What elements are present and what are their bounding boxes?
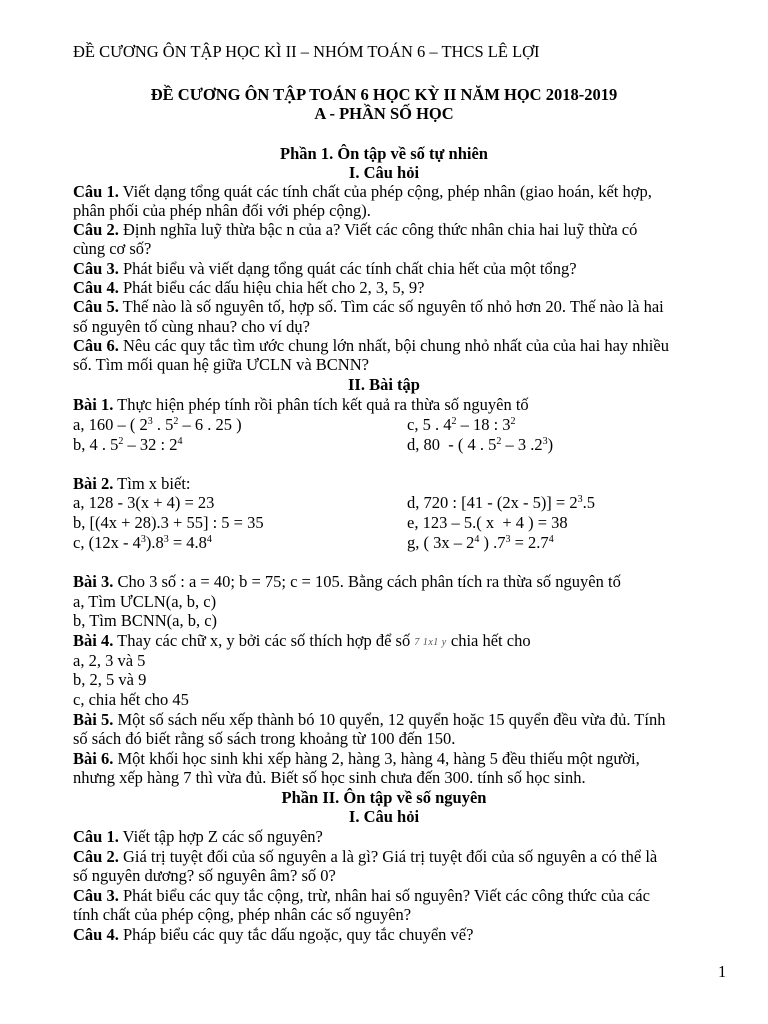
expr-c: c, 5 . $4^2 - 18$ : $3^2$ [407, 415, 516, 434]
p2-question-3 [73, 887, 733, 905]
exercise-text-end: chia hết cho [446, 631, 531, 650]
equation-b: b, [(4x + 28).3 + 55] : 5 = 35 [73, 513, 264, 532]
part2-question-heading: I. Câu hỏi [348, 807, 420, 826]
exercise-text: Thực hiện phép tính rồi phân tích kết quả ra thừa số nguyên tố [113, 395, 529, 414]
exercise-4 [73, 632, 733, 652]
exercise-3-a: a, Tìm ƯCLN(a, b, c) [73, 592, 217, 611]
question-text: Phát biểu các quy tắc cộng, trừ, nhân hai số nguyên? Viết các công thức của các [118, 886, 650, 905]
exercise-3 [73, 573, 733, 591]
part1-question-heading: I. Câu hỏi [348, 163, 420, 182]
exercise-1-row-2 [73, 436, 733, 454]
question-6-cont: số. Tìm mối quan hệ giữa ƯCLN và BCNN? [73, 355, 369, 374]
equation-a: a, 128 - 3(x + 4) = 23 [73, 493, 215, 512]
part2-title: Phần II. Ôn tập về số nguyên [281, 788, 487, 807]
p2-question-3-cont: tính chất của phép cộng, phép nhân các số nguyên? [73, 905, 412, 924]
question-label: Câu 1. [73, 827, 119, 846]
p2-question-4 [73, 926, 733, 944]
exercise-5-cont: số sách đó biết rằng số sách trong khoảng từ 100 đến 150. [73, 729, 456, 748]
exercise-1-row-1 [73, 416, 733, 434]
question-label: Câu 5. [73, 297, 119, 316]
exercise-heading: II. Bài tập [348, 375, 420, 394]
question-1 [73, 183, 733, 201]
question-6 [73, 337, 733, 355]
number-image: 7 1x1 y [414, 637, 447, 648]
exercise-6 [73, 750, 733, 768]
question-2-cont: cùng cơ số? [73, 239, 152, 258]
question-5-cont: số nguyên tố cùng nhau? cho ví dụ? [73, 317, 310, 336]
p2-question-2-cont: số nguyên dương? số nguyên âm? số 0? [73, 866, 336, 885]
question-text: Phát biểu và viết dạng tổng quát các tính chất chia hết của một tổng? [118, 259, 577, 278]
question-1-cont: phân phối của phép nhân đối với phép cộng). [73, 201, 371, 220]
page-number: 1 [718, 962, 727, 981]
question-text: Giá trị tuyệt đối của số nguyên a là gì? Giá trị tuyệt đối của số nguyên a có thể là [118, 847, 658, 866]
question-label: Câu 6. [73, 336, 119, 355]
question-3 [73, 260, 733, 278]
question-label: Câu 3. [73, 259, 119, 278]
exercise-text: Thay các chữ x, y bởi các số thích hợp để số [113, 631, 415, 650]
exercise-5 [73, 711, 733, 729]
expr-a: a, 160 – ( $2^3$ . $5^2 - 6$ . 25 ) [73, 415, 242, 434]
exercise-2-row-3 [73, 534, 733, 552]
question-4 [73, 279, 733, 297]
p2-question-2 [73, 848, 733, 866]
equation-g: g, ( $3x - 2^4$ ) $.7^3 = 2.7^4$ [407, 533, 554, 552]
exercise-1 [73, 396, 733, 414]
exercise-6-cont: nhưng xếp hàng 7 thì vừa đủ. Biết số học sinh chưa đến 300. tính số học sinh. [73, 768, 586, 787]
document-title: ĐỀ CƯƠNG ÔN TẬP TOÁN 6 HỌC KỲ II NĂM HỌC 2018-2019 [150, 85, 618, 104]
question-label: Câu 2. [73, 220, 119, 239]
question-text: Viết dạng tổng quát các tính chất của phép cộng, phép nhân (giao hoán, kết hợp, [118, 182, 652, 201]
exercise-label: Bài 3. [73, 572, 114, 591]
exercise-label: Bài 2. [73, 474, 114, 493]
part1-title: Phần 1. Ôn tập về số tự nhiên [280, 144, 488, 163]
equation-e: e, 123 – 5.( x + 4 ) = 38 [407, 513, 568, 532]
exercise-2 [73, 475, 733, 493]
exercise-text: Một khối học sinh khi xếp hàng 2, hàng 3, hàng 4, hàng 5 đều thiếu một người, [113, 749, 640, 768]
question-text: Thế nào là số nguyên tố, hợp số. Tìm các số nguyên tố nhỏ hơn 20. Thế nào là hai [118, 297, 664, 316]
equation-c: c, $(12x - 4^3).8^3 = 4.8^4$ [73, 533, 212, 552]
question-2 [73, 221, 733, 239]
question-label: Câu 1. [73, 182, 119, 201]
question-label: Câu 3. [73, 886, 119, 905]
p2-question-1 [73, 828, 733, 846]
question-label: Câu 2. [73, 847, 119, 866]
question-text: Nêu các quy tắc tìm ước chung lớn nhất, bội chung nhỏ nhất của của hai hay nhiều [118, 336, 669, 355]
exercise-text: Một số sách nếu xếp thành bó 10 quyển, 12 quyển hoặc 15 quyển đều vừa đủ. Tính [113, 710, 666, 729]
exercise-text: Tìm x biết: [113, 474, 191, 493]
exercise-4-c: c, chia hết cho 45 [73, 690, 189, 709]
exercise-label: Bài 6. [73, 749, 114, 768]
page-header: ĐỀ CƯƠNG ÔN TẬP HỌC KÌ II – NHÓM TOÁN 6 – THCS LÊ LỢI [73, 42, 540, 61]
section-title: A - PHẦN SỐ HỌC [314, 104, 454, 123]
question-label: Câu 4. [73, 925, 119, 944]
equation-d: d, 720 : $[41 - (2x - 5)] = 2^3.5$ [407, 493, 595, 512]
question-text: Định nghĩa luỹ thừa bậc n của a? Viết các công thức nhân chia hai luỹ thừa có [118, 220, 638, 239]
exercise-2-row-2 [73, 514, 733, 532]
exercise-label: Bài 5. [73, 710, 114, 729]
exercise-2-row-1 [73, 494, 733, 512]
exercise-4-a: a, 2, 3 và 5 [73, 651, 146, 670]
exercise-3-b: b, Tìm BCNN(a, b, c) [73, 611, 218, 630]
question-label: Câu 4. [73, 278, 119, 297]
exercise-label: Bài 4. [73, 631, 114, 650]
exercise-4-b: b, 2, 5 và 9 [73, 670, 147, 689]
exercise-text: Cho 3 số : a = 40; b = 75; c = 105. Bằng cách phân tích ra thừa số nguyên tố [113, 572, 621, 591]
question-text: Viết tập hợp Z các số nguyên? [118, 827, 323, 846]
question-5 [73, 298, 733, 316]
expr-d: d, 80 - ( 4 . $5^2 - 3$ $.2^3$) [407, 435, 554, 454]
expr-b: b, 4 . $5^2 - 32$ : $2^4$ [73, 435, 183, 454]
exercise-label: Bài 1. [73, 395, 114, 414]
question-text: Pháp biểu các quy tắc dấu ngoặc, quy tắc chuyển vế? [118, 925, 474, 944]
question-text: Phát biểu các dấu hiệu chia hết cho 2, 3, 5, 9? [118, 278, 425, 297]
